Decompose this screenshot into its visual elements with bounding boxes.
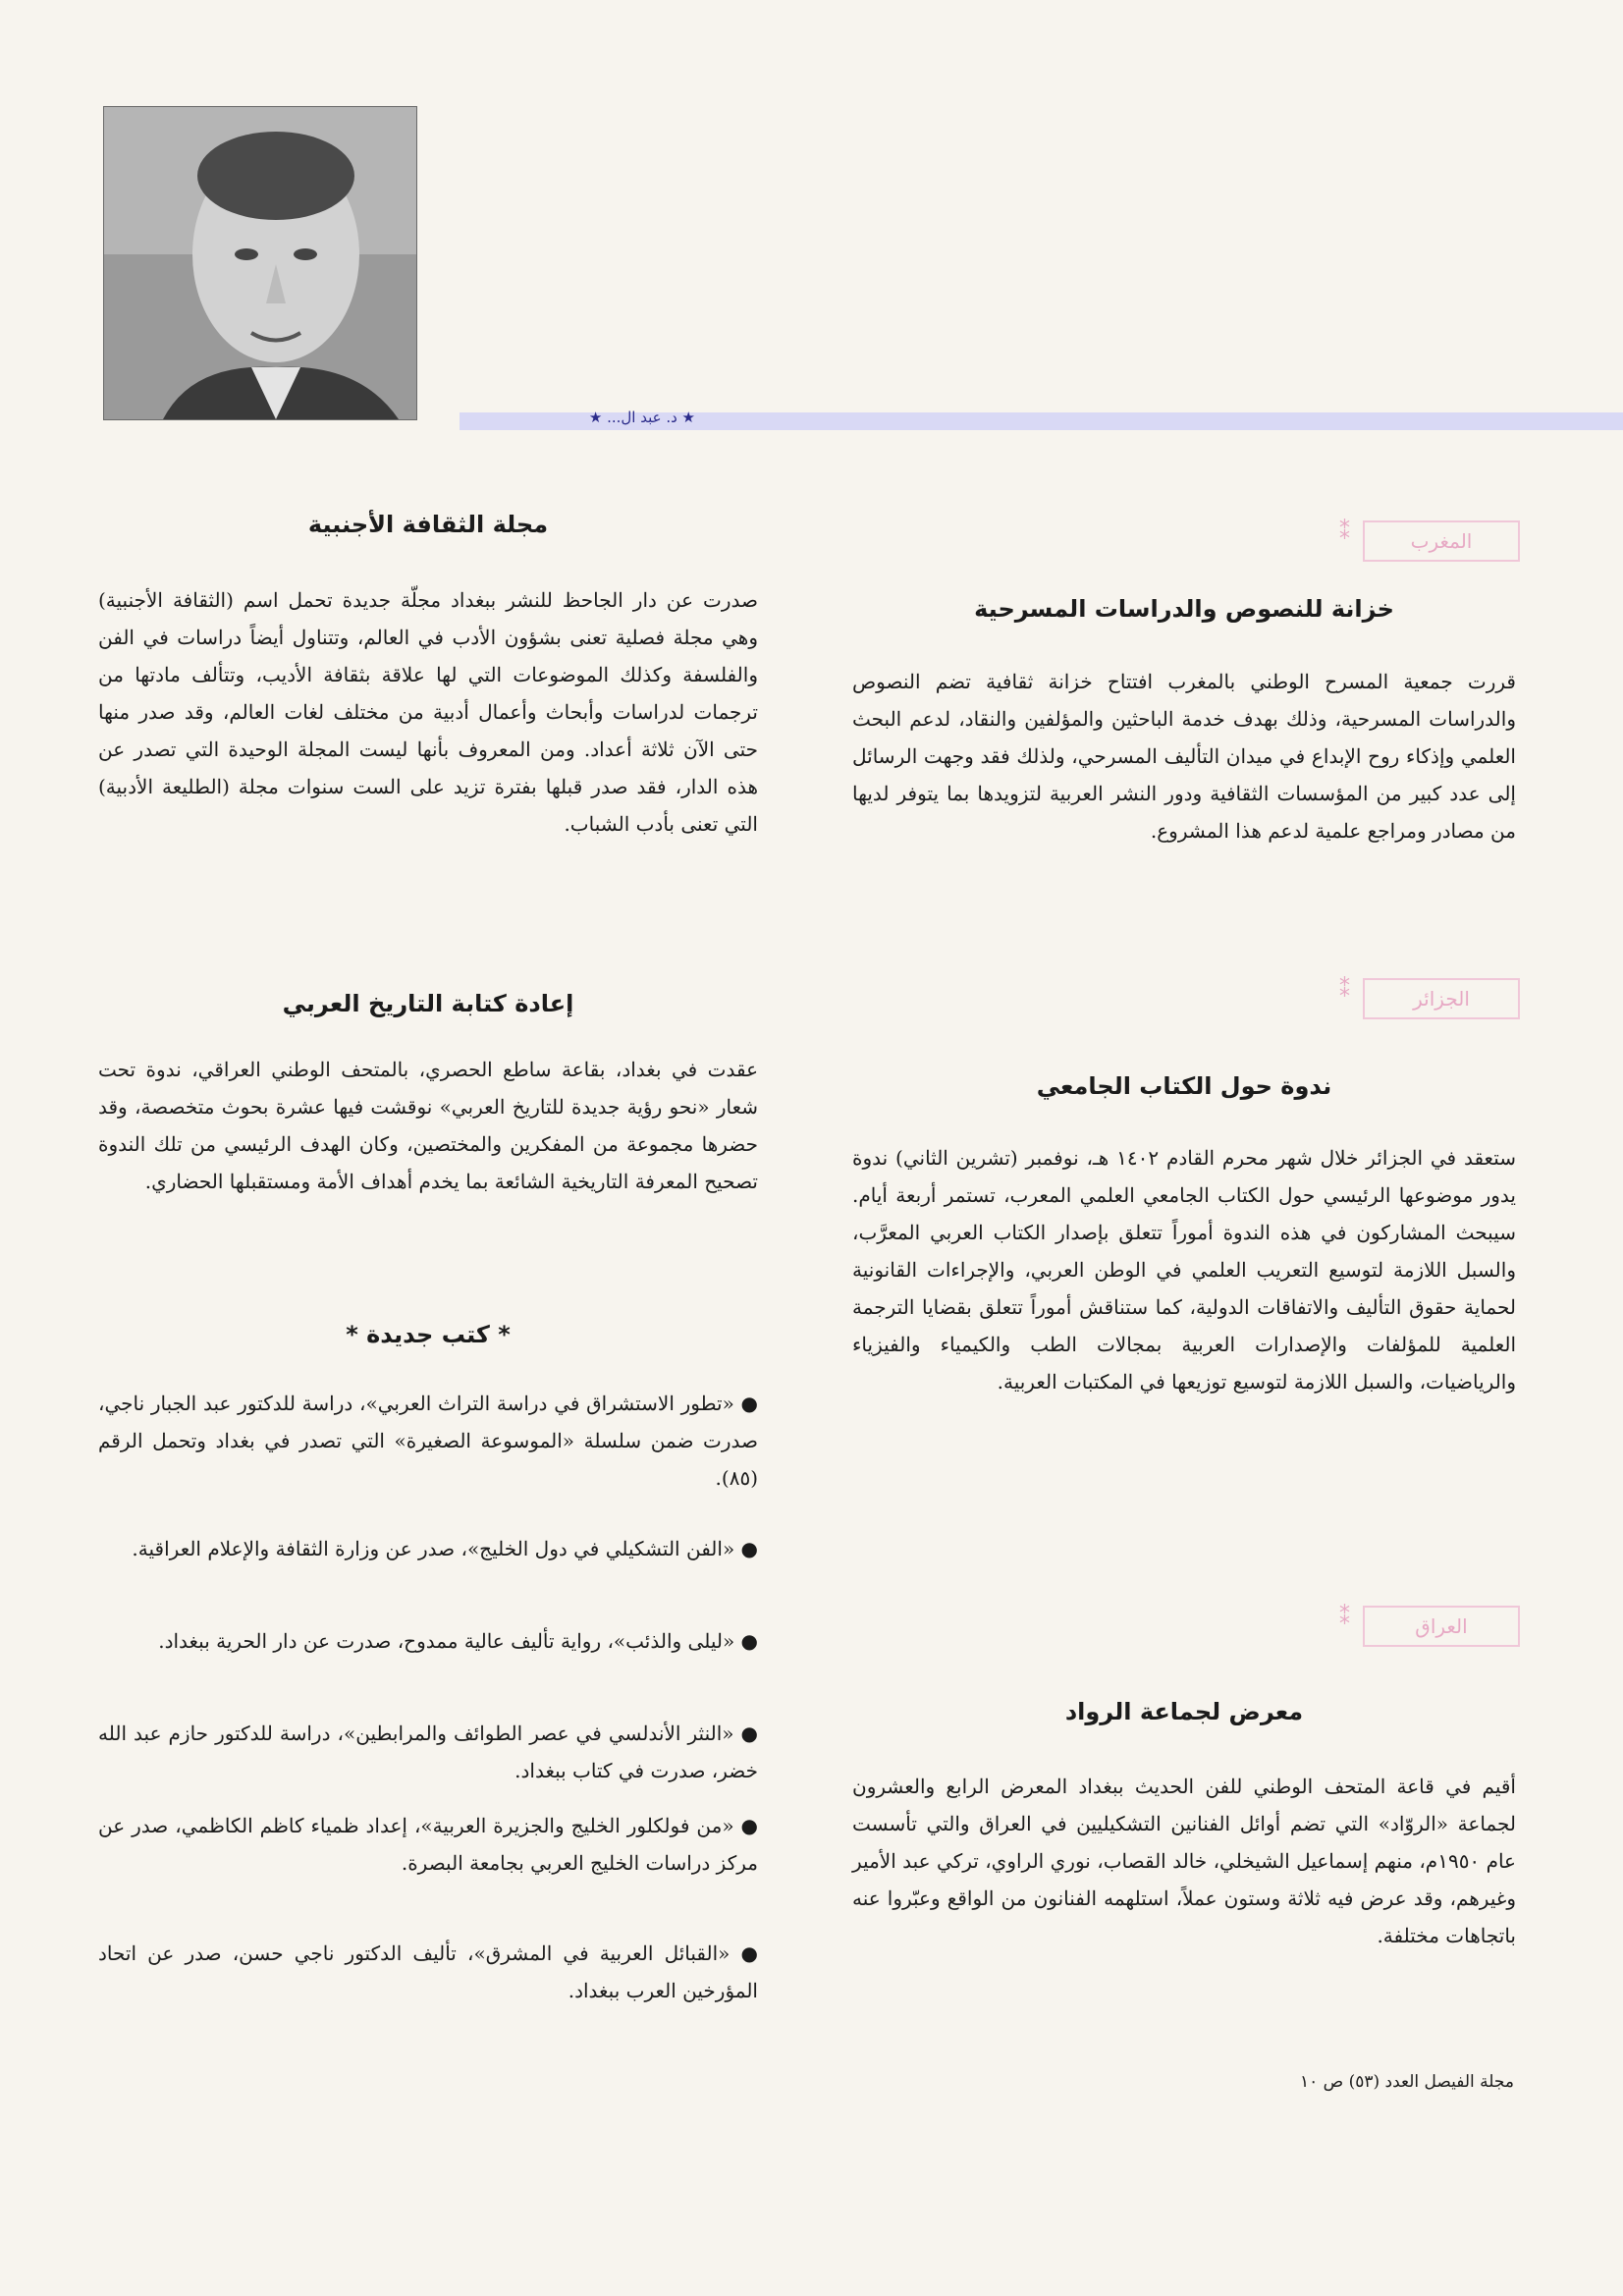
article-title: مجلة الثقافة الأجنبية xyxy=(307,511,549,538)
portrait-photo xyxy=(103,106,417,420)
section-marker-icon: ⁑ xyxy=(1339,520,1350,545)
country-tag-iraq: العراق xyxy=(1363,1606,1520,1647)
article-body: أقيم في قاعة المتحف الوطني للفن الحديث ببغداد المعرض الرابع والعشرون لجماعة «الروّاد» التي تضم أوائل الفنانين التشكيليين في العراق والتي تأسست عام ١٩٥٠م، منهم إسماعيل الشيخلي، خالد القصاب، نوري الراوي، تركي عبد الأمير وغيرهم، وقد عرض فيه ثلاثة وستون عملاً، استلهمه الفنانون من الواقع وعبّروا عنه باتجاهات مختلفة. xyxy=(852,1775,1516,1947)
photo-caption: ★ د. عبد ال... ★ xyxy=(588,409,695,426)
article-title: إعادة كتابة التاريخ العربي xyxy=(282,990,574,1017)
portrait-illustration xyxy=(104,107,416,419)
article-body: صدرت عن دار الجاحظ للنشر ببغداد مجلّة جديدة تحمل اسم (الثقافة الأجنبية) وهي مجلة فصلية تعنى بشؤون الأدب في العالم، وتتناول أيضاً دراسات في الفن والفلسفة وكذلك الموضوعات التي لها علاقة بثقافة الأديب، وتتألف مادتها من ترجمات لدراسات وأبحاث وأعمال أدبية من مختلف لغات العالم، وقد صدر منها حتى الآن ثلاثة أعداد. ومن المعروف بأنها ليست المجلة الوحيدة التي تصدر عن هذه الدار، فقد صدر قبلها بفترة تزيد على الست سنوات مجلة (الطليعة الأدبية) التي تعنى بأدب الشباب. xyxy=(98,588,758,836)
country-tag-algeria: الجزائر xyxy=(1363,978,1520,1019)
book-item: ● «النثر الأندلسي في عصر الطوائف والمرابطين»، دراسة للدكتور حازم عبد الله خضر، صدرت في كتاب ببغداد. xyxy=(98,1722,758,1782)
page-footer: مجلة الفيصل العدد (٥٣) ص ١٠ xyxy=(1299,2072,1514,2092)
section-marker-icon: ⁑ xyxy=(1339,978,1350,1003)
section-marker-icon: ⁑ xyxy=(1339,1606,1350,1630)
book-item: ● «من فولكلور الخليج والجزيرة العربية»، إعداد ظمياء كاظم الكاظمي، صدر عن مركز دراسات الخليج العربي بجامعة البصرة. xyxy=(98,1814,758,1875)
article-body: ستعقد في الجزائر خلال شهر محرم القادم ١٤٠٢ هـ، نوفمبر (تشرين الثاني) ندوة يدور موضوعها الرئيسي حول الكتاب الجامعي العلمي المعرب، تستمر أربعة أيام. سيبحث المشاركون في هذه الندوة أموراً تتعلق بإصدار الكتاب العربي المعرَّب، والسبل اللازمة لتوسيع التعريب العلمي في الوطن العربي، والإجراءات القانونية لحماية حقوق التأليف والاتفاقات الدولية، كما ستناقش أموراً تتعلق بقضايا الترجمة العلمية للمؤلفات والإصدارات العربية بمجالات الطب والكيمياء والفيزياء والرياضيات، والسبل اللازمة لتوسيع توزيعها في المكتبات العربية. xyxy=(852,1146,1516,1394)
book-item: ● «تطور الاستشراق في دراسة التراث العربي»، دراسة للدكتور عبد الجبار ناجي، صدرت ضمن سلسلة «الموسوعة الصغيرة» التي تصدر في بغداد وتحمل الرقم (٨٥). xyxy=(98,1392,758,1490)
article-title: خزانة للنصوص والدراسات المسرحية xyxy=(974,595,1394,623)
article-title: معرض لجماعة الرواد xyxy=(1064,1698,1304,1725)
book-item: ● «ليلى والذئب»، رواية تأليف عالية ممدوح، صدرت عن دار الحرية ببغداد. xyxy=(158,1629,758,1653)
article-body: قررت جمعية المسرح الوطني بالمغرب افتتاح خزانة ثقافية تضم النصوص والدراسات المسرحية، وذلك بهدف خدمة الباحثين والمؤلفين والنقاد، لدعم البحث العلمي وإذكاء روح الإبداع في ميدان التأليف المسرحي، ولذلك فقد وجهت الرسائل إلى عدد كبير من المؤسسات الثقافية ودور النشر العربية لتزويدها بما يتوفر لديها من مصادر ومراجع علمية لدعم هذا المشروع. xyxy=(852,670,1516,843)
country-tag-morocco: المغرب xyxy=(1363,520,1520,562)
book-item: ● «القبائل العربية في المشرق»، تأليف الدكتور ناجي حسن، صدر عن اتحاد المؤرخين العرب ببغداد. xyxy=(98,1941,758,2002)
book-item: ● «الفن التشكيلي في دول الخليج»، صدر عن وزارة الثقافة والإعلام العراقية. xyxy=(132,1537,758,1560)
article-body: عقدت في بغداد، بقاعة ساطع الحصري، بالمتحف الوطني العراقي، ندوة تحت شعار «نحو رؤية جديدة للتاريخ العربي» نوقشت فيها عشرة بحوث متخصصة، وقد حضرها مجموعة من المفكرين والمختصين، وكان الهدف الرئيسي من تلك الندوة تصحيح المعرفة التاريخية الشائعة بما يخدم أهداف الأمة ومستقبلها الحضاري. xyxy=(98,1058,759,1193)
section-title-new-books: * كتب جديدة * xyxy=(346,1321,511,1348)
article-title: ندوة حول الكتاب الجامعي xyxy=(1036,1072,1332,1100)
